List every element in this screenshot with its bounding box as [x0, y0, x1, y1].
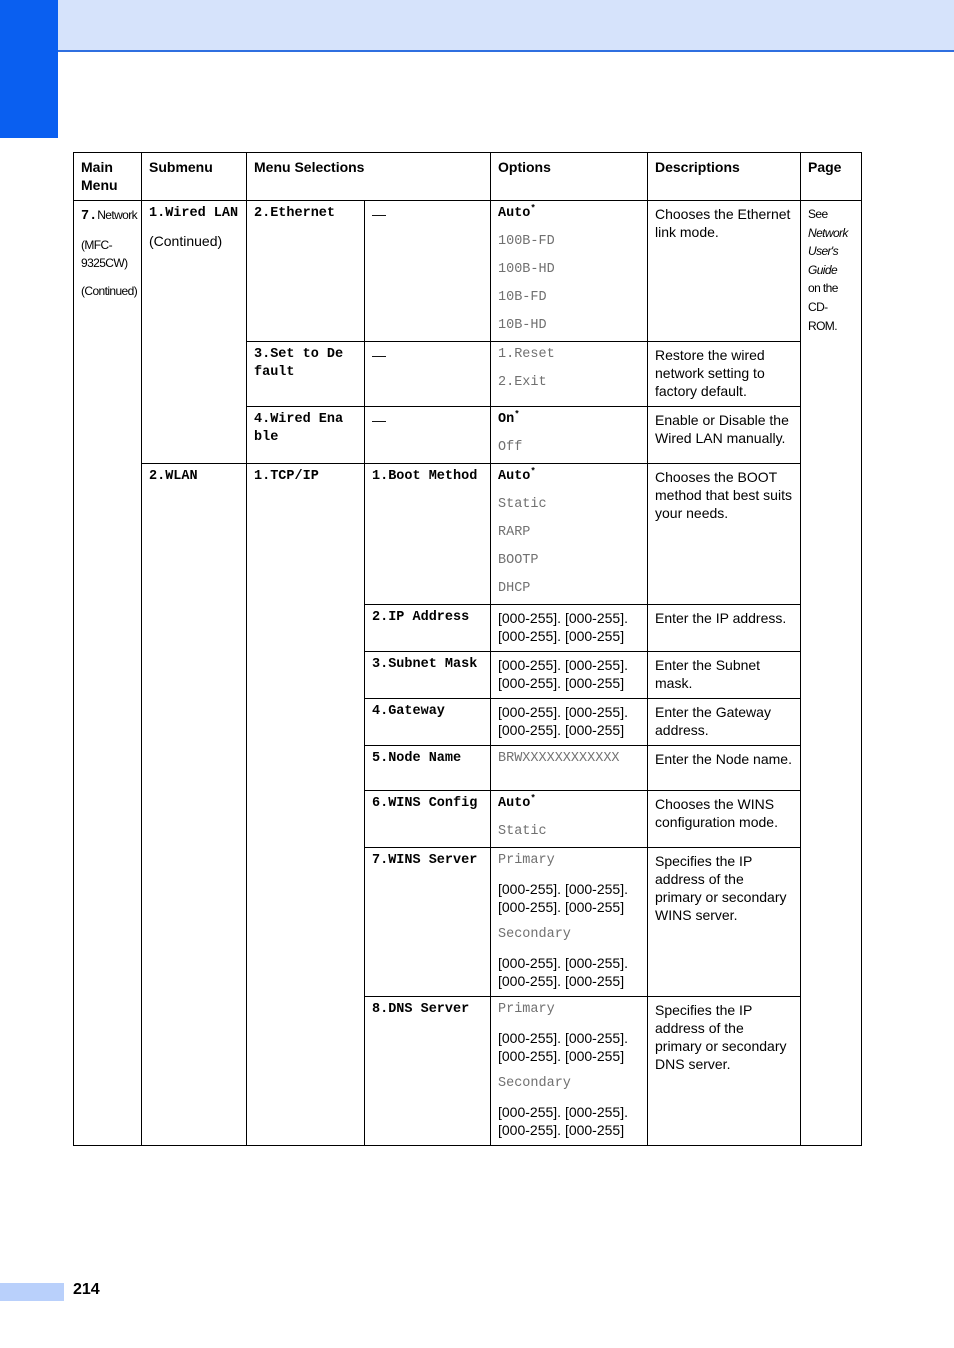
options-wins-config: [491, 791, 648, 848]
main-menu-label: Network: [97, 208, 138, 222]
range-secondary: [000-255]. [000-255]. [000-255]. [000-255]: [498, 955, 628, 989]
desc-node-name: Enter the Node name.: [648, 746, 801, 791]
page-ref: See Network User's Guide on the CD-ROM.: [801, 201, 862, 1146]
col-menu-selections: Menu Selections: [247, 153, 491, 201]
range-subnet-mask: [000-255]. [000-255]. [000-255]. [000-255]: [491, 652, 648, 699]
sel-gateway: 4.Gateway: [365, 699, 491, 746]
option: 10B-HD: [498, 318, 547, 333]
desc-gateway: Enter the Gateway address.: [648, 699, 801, 746]
option: 10B-FD: [498, 290, 547, 305]
options-ethernet: [491, 201, 648, 342]
sel-dns-server: 8.DNS Server: [365, 997, 491, 1146]
col-descriptions: Descriptions: [648, 153, 801, 201]
col-page: Page: [801, 153, 862, 201]
desc-subnet-mask: Enter the Subnet mask.: [648, 652, 801, 699]
node-name-value: BRWXXXXXXXXXXXX: [491, 746, 648, 791]
option-secondary: Secondary: [498, 1076, 571, 1091]
sel-wired-enable: 4.Wired Ena ble: [247, 407, 365, 464]
submenu-wlan: 2.WLAN: [142, 464, 247, 1146]
main-menu-continued: (Continued): [81, 284, 138, 298]
submenu-wired-label: 1.Wired LAN: [149, 206, 239, 221]
option-default: On*: [498, 409, 520, 427]
col-main-menu: Main Menu: [74, 153, 142, 201]
desc-wins-server: Specifies the IP address of the primary or secondary WINS server.: [648, 848, 801, 997]
desc-ethernet: Chooses the Ethernet link mode.: [648, 201, 801, 342]
col-submenu: Submenu: [142, 153, 247, 201]
footer-tab: [0, 1283, 64, 1301]
options-wired-enable: [491, 407, 648, 464]
page-number: 214: [73, 1281, 100, 1298]
option: 1.Reset: [498, 347, 555, 362]
option: Static: [498, 824, 547, 839]
sel-set-default: 3.Set to De fault: [247, 342, 365, 407]
option: RARP: [498, 525, 531, 540]
sel-ip-address: 2.IP Address: [365, 605, 491, 652]
desc-wins-config: Chooses the WINS configuration mode.: [648, 791, 801, 848]
sel-boot-method: 1.Boot Method: [365, 464, 491, 605]
option: BOOTP: [498, 553, 539, 568]
option: Off: [498, 440, 523, 455]
sel-ethernet: 2.Ethernet: [247, 201, 365, 342]
sel-node-name: 5.Node Name: [365, 746, 491, 791]
main-menu-num: 7.: [81, 209, 98, 224]
sel-wired-enable-sub: —: [365, 407, 491, 464]
range-secondary: [000-255]. [000-255]. [000-255]. [000-255]: [498, 1104, 628, 1138]
sel-ethernet-sub: —: [365, 201, 491, 342]
option: 100B-FD: [498, 234, 555, 249]
option-primary: Primary: [498, 1002, 555, 1017]
option: DHCP: [498, 581, 531, 596]
table-row: [74, 464, 862, 605]
options-wins-server: [491, 848, 648, 997]
sel-set-default-sub: —: [365, 342, 491, 407]
desc-set-default: Restore the wired network setting to factory default.: [648, 342, 801, 407]
desc-dns-server: Specifies the IP address of the primary or secondary DNS server.: [648, 997, 801, 1146]
sel-tcpip: 1.TCP/IP: [247, 464, 365, 1146]
sel-wins-config: 6.WINS Config: [365, 791, 491, 848]
desc-boot-method: Chooses the BOOT method that best suits your needs.: [648, 464, 801, 605]
option: 2.Exit: [498, 375, 547, 390]
option: Static: [498, 497, 547, 512]
option-secondary: Secondary: [498, 927, 571, 942]
settings-table: [73, 152, 862, 1146]
chapter-tab: [0, 0, 58, 138]
desc-ip-address: Enter the IP address.: [648, 605, 801, 652]
submenu-wired: [142, 201, 247, 464]
header-band: [0, 0, 954, 52]
options-dns-server: [491, 997, 648, 1146]
options-set-default: [491, 342, 648, 407]
range-primary: [000-255]. [000-255]. [000-255]. [000-255]: [498, 881, 628, 915]
option-default: Auto*: [498, 466, 536, 484]
table-row: [74, 201, 862, 342]
sel-subnet-mask: 3.Subnet Mask: [365, 652, 491, 699]
option: 100B-HD: [498, 262, 555, 277]
header-row: [74, 153, 862, 201]
option-primary: Primary: [498, 853, 555, 868]
option-default: Auto*: [498, 793, 536, 811]
desc-wired-enable: Enable or Disable the Wired LAN manually.: [648, 407, 801, 464]
col-options: Options: [491, 153, 648, 201]
range-gateway: [000-255]. [000-255]. [000-255]. [000-255]: [491, 699, 648, 746]
option-default: Auto*: [498, 203, 536, 221]
range-ip-address: [000-255]. [000-255]. [000-255]. [000-255]: [491, 605, 648, 652]
sel-wins-server: 7.WINS Server: [365, 848, 491, 997]
range-primary: [000-255]. [000-255]. [000-255]. [000-255]: [498, 1030, 628, 1064]
options-boot-method: [491, 464, 648, 605]
main-menu-model: (MFC-9325CW): [81, 238, 128, 270]
main-menu-cell: [74, 201, 142, 1146]
submenu-wired-continued: (Continued): [149, 233, 223, 249]
